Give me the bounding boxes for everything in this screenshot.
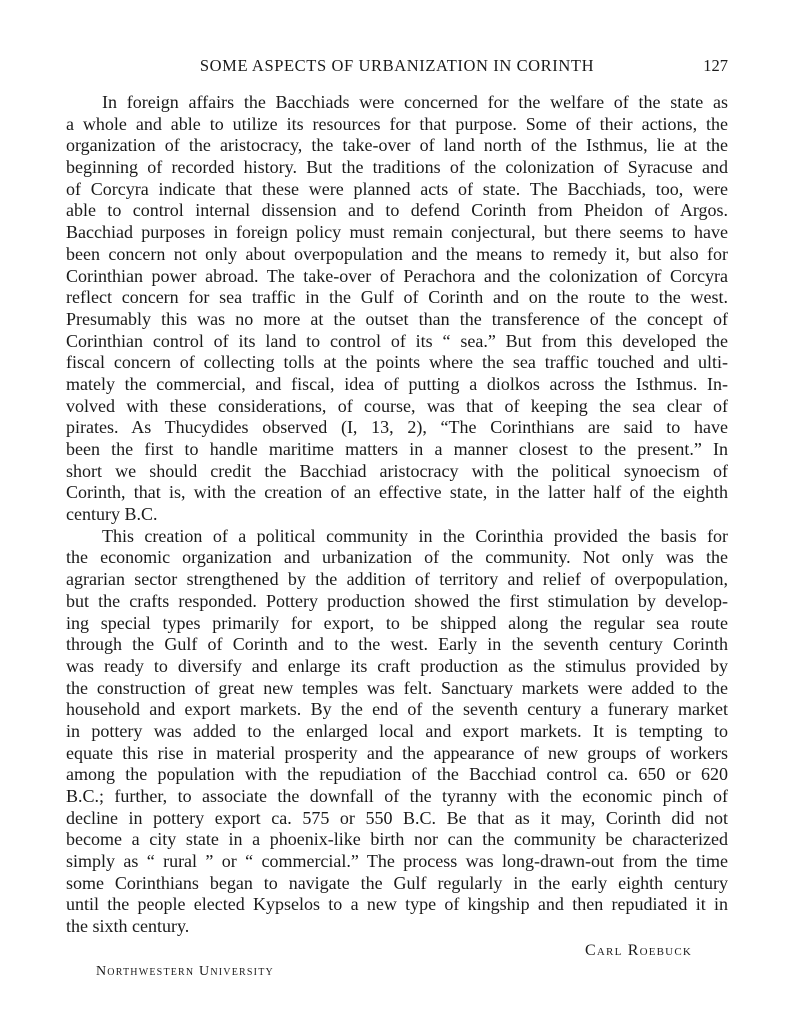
text-line: This creation of a political community in the Corinthia provided the basis for [102, 525, 728, 546]
text-line: but the crafts responded. Pottery production showed the first stimulation by develop- [66, 590, 728, 611]
text-line: decline in pottery export ca. 575 or 550 B.C. Be that as it may, Corinth did not [66, 807, 728, 828]
text-line: until the people elected Kypselos to a new type of kingship and then repudiated it in [66, 894, 728, 915]
text-line: agrarian sector strengthened by the addition of territory and relief of overpopulation, [66, 569, 728, 590]
text-line: volved with these considerations, of course, was that of keeping the sea clear of [66, 395, 728, 416]
text-line: the economic organization and urbanization of the community. Not only was the [66, 547, 728, 568]
text-line: Bacchiad purposes in foreign policy must remain conjectural, but there seems to have [66, 222, 728, 243]
text-line: reflect concern for sea traffic in the Gulf of Corinth and on the route to the west. [66, 287, 728, 308]
text-line: Presumably this was no more at the outset than the transference of the concept of [66, 308, 728, 329]
text-line: become a city state in a phoenix-like birth nor can the community be characterized [66, 829, 728, 850]
paragraph-2 [66, 526, 728, 938]
author-affiliation: Northwestern University [96, 964, 274, 979]
text-line: short we should credit the Bacchiad aristocracy with the political synoecism of [66, 460, 728, 481]
author-signature: Carl Roebuck [585, 942, 692, 959]
text-line: been concern not only about overpopulation and the means to remedy it, but also for [66, 243, 728, 264]
text-line: the sixth century. [66, 916, 190, 937]
text-line: among the population with the repudiation of the Bacchiad control ca. 650 or 620 [66, 764, 728, 785]
text-line: household and export markets. By the end of the seventh century a funerary market [66, 699, 728, 720]
text-line: mately the commercial, and fiscal, idea of putting a diolkos across the Isthmus. In- [66, 373, 728, 394]
text-line: was ready to diversify and enlarge its craft production as the stimulus provided by [66, 655, 728, 676]
running-title: SOME ASPECTS OF URBANIZATION IN CORINTH [199, 56, 595, 75]
text-line: beginning of recorded history. But the traditions of the colonization of Syracuse and [66, 157, 728, 178]
text-line: B.C.; further, to associate the downfall of the tyranny with the economic pinch of [66, 786, 728, 806]
text-line: organization of the aristocracy, the take-over of land north of the Isthmus, lie at the [66, 135, 728, 156]
text-line: Corinthian power abroad. The take-over of Perachora and the colonization of Corcyra [66, 265, 728, 286]
text-line: century B.C. [66, 504, 158, 525]
text-line: of Corcyra indicate that these were planned acts of state. The Bacchiads, too, were [66, 178, 728, 199]
text-line: simply as “ rural ” or “ commercial.” The process was long-drawn-out from the time [66, 851, 728, 872]
text-line: Corinthian control of its land to control of its “ sea.” But from this developed the [66, 330, 728, 351]
text-line: fiscal concern of collecting tolls at the points where the sea traffic touched and ulti- [66, 352, 728, 373]
text-line: Corinth, that is, with the creation of an effective state, in the latter half of the eighth [66, 482, 728, 503]
text-line: through the Gulf of Corinth and to the west. Early in the seventh century Corinth [66, 634, 728, 655]
text-line: able to control internal dissension and to defend Corinth from Pheidon of Argos. [66, 200, 728, 221]
text-line: in pottery was added to the enlarged local and export markets. It is tempting to [66, 720, 728, 741]
text-line: the construction of great new temples was felt. Sanctuary markets were added to the [66, 677, 728, 698]
text-line: some Corinthians began to navigate the Gulf regularly in the early eighth century [66, 872, 728, 893]
text-line: a whole and able to utilize its resources for that purpose. Some of their actions, the [66, 113, 728, 134]
text-line: been the first to handle maritime matters in a manner closest to the present.” In [66, 439, 728, 459]
text-line: pirates. As Thucydides observed (I, 13, 2), “The Corinthians are said to have [66, 417, 728, 438]
body-text [66, 92, 728, 938]
text-line: equate this rise in material prosperity and the appearance of new groups of workers [66, 742, 728, 763]
running-header [66, 56, 728, 80]
text-line: ing special types primarily for export, to be shipped along the regular sea route [66, 612, 728, 633]
page-number: 127 [703, 56, 728, 75]
paragraph-1 [66, 92, 728, 526]
text-line: In foreign affairs the Bacchiads were concerned for the welfare of the state as [102, 92, 728, 112]
